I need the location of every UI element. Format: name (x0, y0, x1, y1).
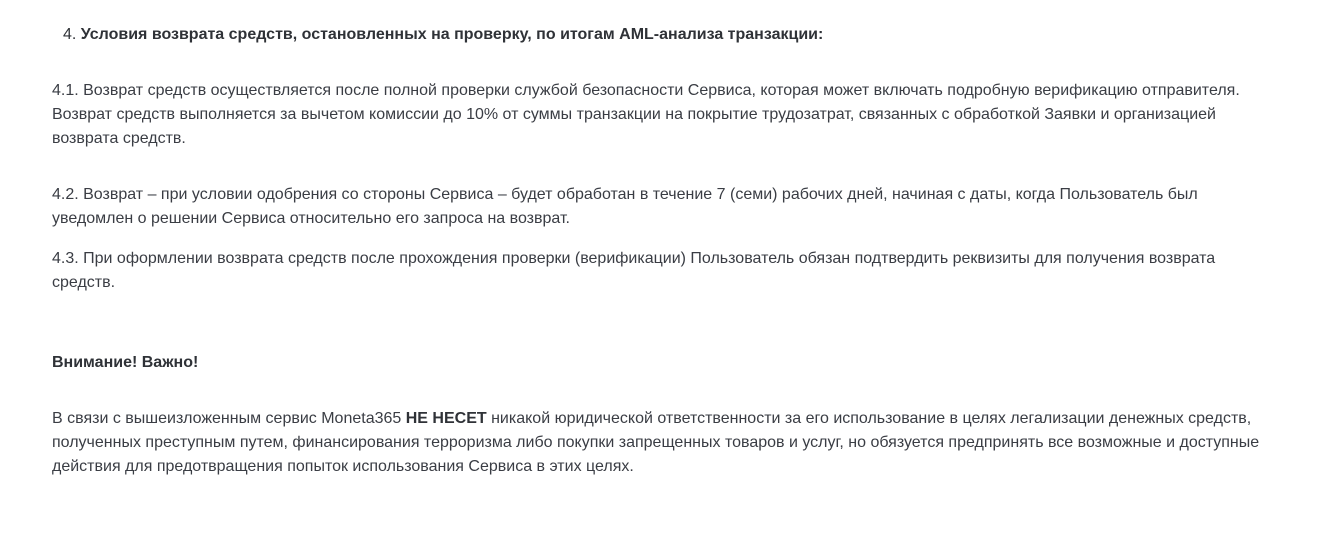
disclaimer-text-before: В связи с вышеизложенным сервис Moneta365 (52, 410, 406, 427)
disclaimer-paragraph (52, 407, 1287, 479)
section-title: Условия возврата средств, остановленных на проверку, по итогам AML-анализа транзакции: (80, 26, 824, 43)
disclaimer-text-after: никакой юридической ответственности за его использование в целях легализации денежных средств, полученных преступным путем, финансирования терроризма либо покупки запрещенных товаров и услуг, но обязуется предпринять все возможные и доступные действия для предотвращения попыток использования Сервиса в этих целях. (52, 410, 1260, 475)
section-heading (63, 23, 823, 47)
clause-4-3: 4.3. При оформлении возврата средств после прохождения проверки (верификации) Пользователь обязан подтвердить реквизиты для получения возврата средств. (52, 250, 1216, 291)
disclaimer-emphasis: НЕ НЕСЕТ (405, 410, 487, 427)
attention-title: Внимание! Важно! (52, 354, 199, 371)
section-number: 4. (63, 26, 77, 43)
clause-4-1: 4.1. Возврат средств осуществляется после полной проверки службой безопасности Сервиса, которая может включать подробную верификацию отправителя. Возврат средств выполняется за вычетом комиссии до 10% от суммы транзакции на покрытие трудозатрат, связанных с обработкой Заявки и организацией возврата средств. (52, 82, 1240, 147)
clause-4-2: 4.2. Возврат – при условии одобрения со стороны Сервиса – будет обработан в течение 7 (семи) рабочих дней, начиная с даты, когда Пользователь был уведомлен о решении Сервиса относительно его запроса на возврат. (52, 186, 1198, 227)
